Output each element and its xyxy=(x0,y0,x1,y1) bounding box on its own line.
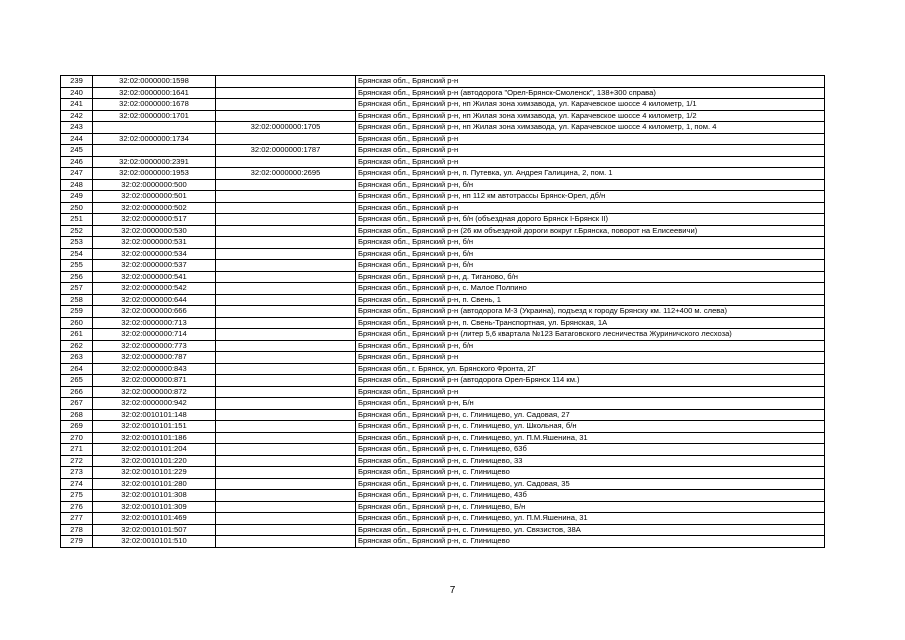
row-number-cell: 244 xyxy=(61,133,93,145)
address-cell: Брянская обл., Брянский р-н, б/н (объездная дорого Брянск I-Брянск II) xyxy=(356,214,825,226)
address-cell: Брянская обл., Брянский р-н, с. Глинищево, ул. Школьная, б/н xyxy=(356,421,825,433)
cadastral-number-cell: 32:02:0010101:510 xyxy=(93,536,216,548)
cadastral-number-cell: 32:02:0000000:517 xyxy=(93,214,216,226)
row-number-cell: 261 xyxy=(61,329,93,341)
row-number-cell: 272 xyxy=(61,455,93,467)
registry-table xyxy=(60,75,825,548)
row-number-cell: 273 xyxy=(61,467,93,479)
linked-cadastral-number-cell xyxy=(216,271,356,283)
address-cell: Брянская обл., Брянский р-н, б/н xyxy=(356,340,825,352)
table-row xyxy=(61,145,825,157)
row-number-cell: 243 xyxy=(61,122,93,134)
row-number-cell: 278 xyxy=(61,524,93,536)
row-number-cell: 241 xyxy=(61,99,93,111)
address-cell: Брянская обл., Брянский р-н, с. Глинищево xyxy=(356,536,825,548)
cadastral-number-cell: 32:02:0000000:871 xyxy=(93,375,216,387)
linked-cadastral-number-cell xyxy=(216,306,356,318)
cadastral-number-cell: 32:02:0000000:541 xyxy=(93,271,216,283)
linked-cadastral-number-cell xyxy=(216,87,356,99)
linked-cadastral-number-cell xyxy=(216,421,356,433)
row-number-cell: 250 xyxy=(61,202,93,214)
cadastral-number-cell: 32:02:0010101:148 xyxy=(93,409,216,421)
row-number-cell: 240 xyxy=(61,87,93,99)
linked-cadastral-number-cell xyxy=(216,409,356,421)
cadastral-number-cell: 32:02:0010101:469 xyxy=(93,513,216,525)
cadastral-number-cell: 32:02:0000000:872 xyxy=(93,386,216,398)
address-cell: Брянская обл., Брянский р-н, с. Глинищево, ул. П.М.Яшенина, 31 xyxy=(356,513,825,525)
address-cell: Брянская обл., Брянский р-н (автодорога "Орел-Брянск-Смоленск", 138+300 справа) xyxy=(356,87,825,99)
cadastral-number-cell: 32:02:0000000:713 xyxy=(93,317,216,329)
cadastral-number-cell: 32:02:0000000:1701 xyxy=(93,110,216,122)
table-row xyxy=(61,340,825,352)
table-row xyxy=(61,214,825,226)
linked-cadastral-number-cell xyxy=(216,179,356,191)
linked-cadastral-number-cell xyxy=(216,133,356,145)
row-number-cell: 262 xyxy=(61,340,93,352)
cadastral-number-cell: 32:02:0000000:1734 xyxy=(93,133,216,145)
cadastral-number-cell: 32:02:0010101:229 xyxy=(93,467,216,479)
table-row xyxy=(61,363,825,375)
row-number-cell: 277 xyxy=(61,513,93,525)
address-cell: Брянская обл., Брянский р-н, с. Глинищево, Б/н xyxy=(356,501,825,513)
row-number-cell: 275 xyxy=(61,490,93,502)
address-cell: Брянская обл., Брянский р-н, б/н xyxy=(356,248,825,260)
address-cell: Брянская обл., Брянский р-н (автодорога М-3 (Украина), подъезд к городу Брянску км. 112+400 м. слева) xyxy=(356,306,825,318)
cadastral-number-cell: 32:02:0000000:644 xyxy=(93,294,216,306)
linked-cadastral-number-cell xyxy=(216,536,356,548)
linked-cadastral-number-cell: 32:02:0000000:1787 xyxy=(216,145,356,157)
table-row xyxy=(61,260,825,272)
address-cell: Брянская обл., Брянский р-н, п. Свень, 1 xyxy=(356,294,825,306)
table-row xyxy=(61,110,825,122)
cadastral-number-cell: 32:02:0000000:537 xyxy=(93,260,216,272)
cadastral-number-cell: 32:02:0000000:501 xyxy=(93,191,216,203)
address-cell: Брянская обл., Брянский р-н xyxy=(356,76,825,88)
row-number-cell: 269 xyxy=(61,421,93,433)
table-row xyxy=(61,513,825,525)
table-row xyxy=(61,283,825,295)
row-number-cell: 251 xyxy=(61,214,93,226)
table-row xyxy=(61,133,825,145)
address-cell: Брянская обл., Брянский р-н, нп Жилая зона химзавода, ул. Карачевское шоссе 4 километр, 1/1 xyxy=(356,99,825,111)
address-cell: Брянская обл., Брянский р-н (автодорога Орел-Брянск 114 км.) xyxy=(356,375,825,387)
row-number-cell: 249 xyxy=(61,191,93,203)
table-row xyxy=(61,490,825,502)
linked-cadastral-number-cell xyxy=(216,260,356,272)
linked-cadastral-number-cell xyxy=(216,76,356,88)
linked-cadastral-number-cell xyxy=(216,237,356,249)
table-row xyxy=(61,156,825,168)
cadastral-number-cell: 32:02:0000000:714 xyxy=(93,329,216,341)
row-number-cell: 239 xyxy=(61,76,93,88)
table-row xyxy=(61,122,825,134)
row-number-cell: 264 xyxy=(61,363,93,375)
row-number-cell: 256 xyxy=(61,271,93,283)
table-row xyxy=(61,536,825,548)
row-number-cell: 263 xyxy=(61,352,93,364)
cadastral-number-cell: 32:02:0010101:151 xyxy=(93,421,216,433)
linked-cadastral-number-cell xyxy=(216,490,356,502)
linked-cadastral-number-cell xyxy=(216,110,356,122)
table-row xyxy=(61,375,825,387)
row-number-cell: 257 xyxy=(61,283,93,295)
table-row xyxy=(61,179,825,191)
linked-cadastral-number-cell xyxy=(216,467,356,479)
table-row xyxy=(61,191,825,203)
cadastral-number-cell: 32:02:0000000:542 xyxy=(93,283,216,295)
registry-table-body xyxy=(61,76,825,548)
row-number-cell: 267 xyxy=(61,398,93,410)
row-number-cell: 242 xyxy=(61,110,93,122)
table-row xyxy=(61,87,825,99)
address-cell: Брянская обл., Брянский р-н xyxy=(356,156,825,168)
address-cell: Брянская обл., Брянский р-н, п. Путевка, ул. Андрея Галицина, 2, пом. 1 xyxy=(356,168,825,180)
table-row xyxy=(61,398,825,410)
linked-cadastral-number-cell xyxy=(216,191,356,203)
address-cell: Брянская обл., Брянский р-н, б/н xyxy=(356,179,825,191)
address-cell: Брянская обл., Брянский р-н (литер 5,6 квартала №123 Батаговского лесничества Журиничского лесхоза) xyxy=(356,329,825,341)
address-cell: Брянская обл., Брянский р-н, с. Глинищево, ул. П.М.Яшенина, 31 xyxy=(356,432,825,444)
cadastral-number-cell: 32:02:0000000:1598 xyxy=(93,76,216,88)
row-number-cell: 260 xyxy=(61,317,93,329)
cadastral-number-cell: 32:02:0000000:666 xyxy=(93,306,216,318)
table-row xyxy=(61,409,825,421)
cadastral-number-cell: 32:02:0000000:1953 xyxy=(93,168,216,180)
linked-cadastral-number-cell xyxy=(216,444,356,456)
linked-cadastral-number-cell xyxy=(216,455,356,467)
row-number-cell: 245 xyxy=(61,145,93,157)
table-row xyxy=(61,444,825,456)
linked-cadastral-number-cell xyxy=(216,294,356,306)
linked-cadastral-number-cell xyxy=(216,398,356,410)
linked-cadastral-number-cell xyxy=(216,202,356,214)
address-cell: Брянская обл., Брянский р-н, с. Малое Полпино xyxy=(356,283,825,295)
linked-cadastral-number-cell xyxy=(216,513,356,525)
table-row xyxy=(61,225,825,237)
address-cell: Брянская обл., Брянский р-н, с. Глинищево, 33 xyxy=(356,455,825,467)
linked-cadastral-number-cell xyxy=(216,248,356,260)
table-row xyxy=(61,421,825,433)
row-number-cell: 266 xyxy=(61,386,93,398)
table-row xyxy=(61,99,825,111)
linked-cadastral-number-cell xyxy=(216,317,356,329)
linked-cadastral-number-cell xyxy=(216,156,356,168)
linked-cadastral-number-cell xyxy=(216,99,356,111)
address-cell: Брянская обл., Брянский р-н (26 км объездной дороги вокруг г.Брянска, поворот на Елисеевичи) xyxy=(356,225,825,237)
table-row xyxy=(61,168,825,180)
table-row xyxy=(61,329,825,341)
address-cell: Брянская обл., Брянский р-н, д. Тиганово, б/н xyxy=(356,271,825,283)
table-row xyxy=(61,271,825,283)
cadastral-number-cell: 32:02:0000000:1678 xyxy=(93,99,216,111)
linked-cadastral-number-cell xyxy=(216,363,356,375)
linked-cadastral-number-cell xyxy=(216,214,356,226)
cadastral-number-cell: 32:02:0000000:530 xyxy=(93,225,216,237)
address-cell: Брянская обл., Брянский р-н, с. Глинищево, 63б xyxy=(356,444,825,456)
linked-cadastral-number-cell xyxy=(216,524,356,536)
address-cell: Брянская обл., Брянский р-н, с. Глинищево, ул. Садовая, 35 xyxy=(356,478,825,490)
address-cell: Брянская обл., Брянский р-н xyxy=(356,386,825,398)
table-row xyxy=(61,432,825,444)
address-cell: Брянская обл., г. Брянск, ул. Брянского Фронта, 2Г xyxy=(356,363,825,375)
cadastral-number-cell: 32:02:0000000:534 xyxy=(93,248,216,260)
row-number-cell: 247 xyxy=(61,168,93,180)
cadastral-number-cell: 32:02:0010101:308 xyxy=(93,490,216,502)
linked-cadastral-number-cell xyxy=(216,352,356,364)
address-cell: Брянская обл., Брянский р-н xyxy=(356,145,825,157)
table-row xyxy=(61,248,825,260)
row-number-cell: 258 xyxy=(61,294,93,306)
cadastral-number-cell xyxy=(93,122,216,134)
row-number-cell: 268 xyxy=(61,409,93,421)
row-number-cell: 270 xyxy=(61,432,93,444)
cadastral-number-cell: 32:02:0000000:2391 xyxy=(93,156,216,168)
row-number-cell: 279 xyxy=(61,536,93,548)
cadastral-number-cell: 32:02:0010101:280 xyxy=(93,478,216,490)
linked-cadastral-number-cell xyxy=(216,225,356,237)
linked-cadastral-number-cell xyxy=(216,340,356,352)
address-cell: Брянская обл., Брянский р-н, п. Свень-Транспортная, ул. Брянская, 1А xyxy=(356,317,825,329)
linked-cadastral-number-cell: 32:02:0000000:2695 xyxy=(216,168,356,180)
page-number: 7 xyxy=(449,585,456,596)
cadastral-number-cell: 32:02:0000000:500 xyxy=(93,179,216,191)
row-number-cell: 274 xyxy=(61,478,93,490)
linked-cadastral-number-cell xyxy=(216,478,356,490)
cadastral-number-cell: 32:02:0000000:773 xyxy=(93,340,216,352)
cadastral-number-cell: 32:02:0010101:507 xyxy=(93,524,216,536)
table-row xyxy=(61,524,825,536)
linked-cadastral-number-cell xyxy=(216,501,356,513)
address-cell: Брянская обл., Брянский р-н, нп 112 км автотрассы Брянск-Орел, дб/н xyxy=(356,191,825,203)
cadastral-number-cell: 32:02:0010101:186 xyxy=(93,432,216,444)
table-row xyxy=(61,294,825,306)
linked-cadastral-number-cell xyxy=(216,432,356,444)
address-cell: Брянская обл., Брянский р-н, с. Глинищево xyxy=(356,467,825,479)
address-cell: Брянская обл., Брянский р-н xyxy=(356,133,825,145)
cadastral-number-cell: 32:02:0000000:531 xyxy=(93,237,216,249)
row-number-cell: 259 xyxy=(61,306,93,318)
address-cell: Брянская обл., Брянский р-н, б/н xyxy=(356,237,825,249)
table-row xyxy=(61,306,825,318)
row-number-cell: 246 xyxy=(61,156,93,168)
linked-cadastral-number-cell xyxy=(216,386,356,398)
cadastral-number-cell: 32:02:0010101:204 xyxy=(93,444,216,456)
row-number-cell: 255 xyxy=(61,260,93,272)
linked-cadastral-number-cell xyxy=(216,375,356,387)
address-cell: Брянская обл., Брянский р-н, с. Глинищево, ул. Связистов, 38А xyxy=(356,524,825,536)
row-number-cell: 276 xyxy=(61,501,93,513)
table-row xyxy=(61,467,825,479)
linked-cadastral-number-cell xyxy=(216,329,356,341)
address-cell: Брянская обл., Брянский р-н, б/н xyxy=(356,260,825,272)
table-row xyxy=(61,478,825,490)
row-number-cell: 253 xyxy=(61,237,93,249)
cadastral-number-cell: 32:02:0000000:787 xyxy=(93,352,216,364)
row-number-cell: 254 xyxy=(61,248,93,260)
table-row xyxy=(61,76,825,88)
table-row xyxy=(61,386,825,398)
address-cell: Брянская обл., Брянский р-н xyxy=(356,202,825,214)
cadastral-number-cell: 32:02:0000000:843 xyxy=(93,363,216,375)
address-cell: Брянская обл., Брянский р-н, с. Глинищево, 43б xyxy=(356,490,825,502)
address-cell: Брянская обл., Брянский р-н, с. Глинищево, ул. Садовая, 27 xyxy=(356,409,825,421)
table-row xyxy=(61,237,825,249)
address-cell: Брянская обл., Брянский р-н xyxy=(356,352,825,364)
cadastral-number-cell: 32:02:0000000:502 xyxy=(93,202,216,214)
cadastral-number-cell: 32:02:0000000:1641 xyxy=(93,87,216,99)
table-row xyxy=(61,202,825,214)
row-number-cell: 271 xyxy=(61,444,93,456)
linked-cadastral-number-cell xyxy=(216,283,356,295)
table-row xyxy=(61,317,825,329)
table-row xyxy=(61,455,825,467)
cadastral-number-cell: 32:02:0000000:942 xyxy=(93,398,216,410)
row-number-cell: 265 xyxy=(61,375,93,387)
cadastral-number-cell: 32:02:0010101:220 xyxy=(93,455,216,467)
row-number-cell: 252 xyxy=(61,225,93,237)
address-cell: Брянская обл., Брянский р-н, нп Жилая зона химзавода, ул. Карачевское шоссе 4 километр, 1/2 xyxy=(356,110,825,122)
address-cell: Брянская обл., Брянский р-н, нп Жилая зона химзавода, ул. Карачевское шоссе 4 километр, 1, пом. 4 xyxy=(356,122,825,134)
address-cell: Брянская обл., Брянский р-н, Б/н xyxy=(356,398,825,410)
table-row xyxy=(61,352,825,364)
table-row xyxy=(61,501,825,513)
cadastral-number-cell xyxy=(93,145,216,157)
row-number-cell: 248 xyxy=(61,179,93,191)
linked-cadastral-number-cell: 32:02:0000000:1705 xyxy=(216,122,356,134)
cadastral-number-cell: 32:02:0010101:309 xyxy=(93,501,216,513)
